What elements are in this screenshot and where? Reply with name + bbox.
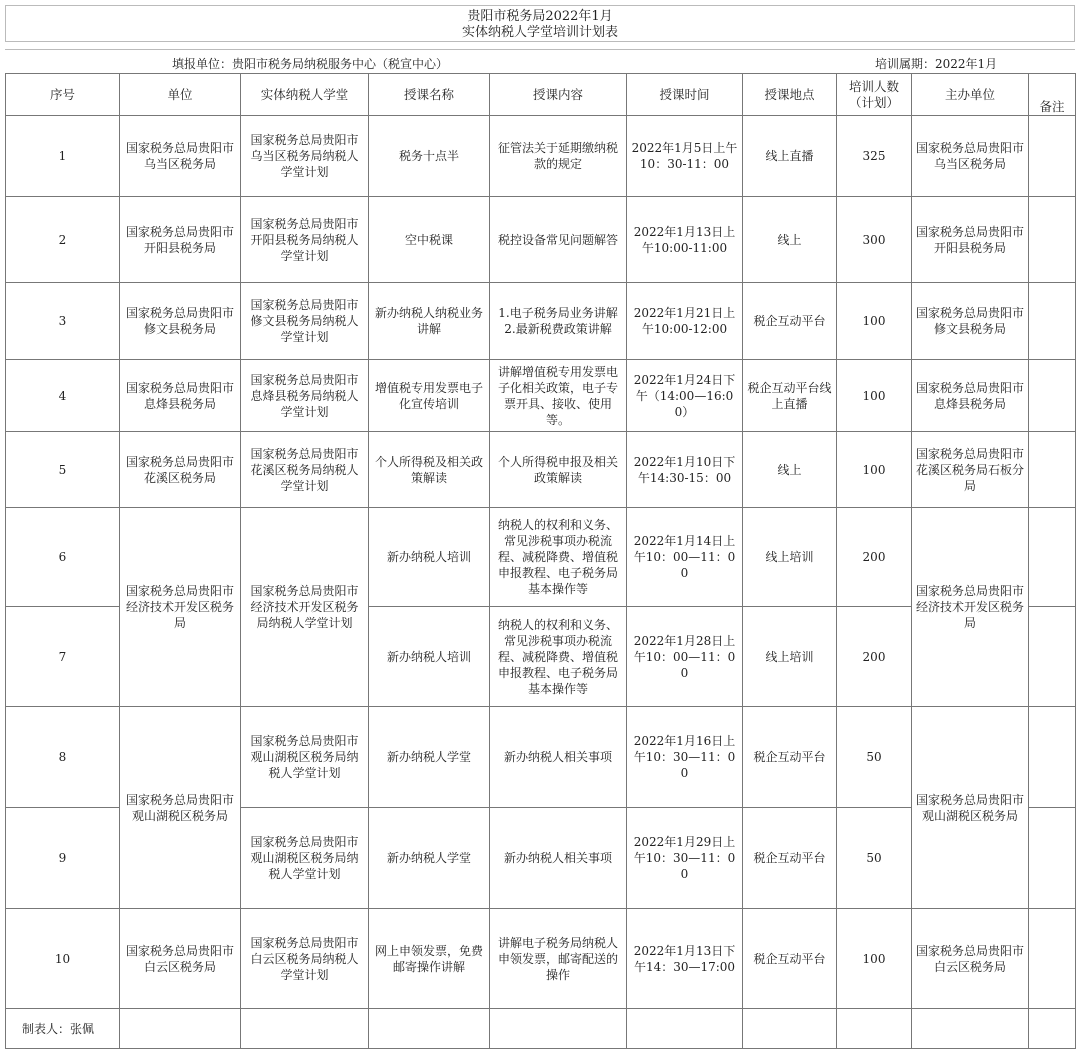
unit-cell: 国家税务总局贵阳市息烽县税务局 xyxy=(120,360,241,432)
row-number: 4 xyxy=(6,360,120,432)
content-cell: 讲解电子税务局纳税人申领发票，邮寄配送的操作 xyxy=(490,909,627,1009)
note-cell xyxy=(1029,909,1076,1009)
content-cell: 纳税人的权利和义务、常见涉税事项办税流程、减税降费、增值税申报教程、电子税务局基本操作等 xyxy=(490,508,627,607)
col-header: 授课内容 xyxy=(490,74,627,116)
course-cell: 新办纳税人纳税业务讲解 xyxy=(369,283,490,360)
place-cell: 线上 xyxy=(743,432,837,508)
content-cell: 纳税人的权利和义务、常见涉税事项办税流程、减税降费、增值税申报教程、电子税务局基本操作等 xyxy=(490,607,627,707)
count-cell: 100 xyxy=(837,283,912,360)
row-number: 10 xyxy=(6,909,120,1009)
host-cell: 国家税务总局贵阳市白云区税务局 xyxy=(912,909,1029,1009)
place-cell: 线上直播 xyxy=(743,116,837,197)
training-plan-table xyxy=(5,73,1076,1049)
unit-cell: 国家税务总局贵阳市开阳县税务局 xyxy=(120,197,241,283)
count-cell: 100 xyxy=(837,909,912,1009)
host-cell: 国家税务总局贵阳市观山湖税区税务局 xyxy=(912,707,1029,909)
unit-cell: 国家税务总局贵阳市观山湖税区税务局 xyxy=(120,707,241,909)
note-cell xyxy=(1029,283,1076,360)
empty-cell xyxy=(369,1009,490,1049)
time-cell: 2022年1月29日上午10：30—11：00 xyxy=(627,808,743,909)
sheet-title: 贵阳市税务局2022年1月 xyxy=(467,9,613,24)
unit-cell: 国家税务总局贵阳市经济技术开发区税务局 xyxy=(120,508,241,707)
host-cell: 国家税务总局贵阳市息烽县税务局 xyxy=(912,360,1029,432)
col-header: 主办单位 xyxy=(912,74,1029,116)
time-cell: 2022年1月13日下午14：30—17:00 xyxy=(627,909,743,1009)
count-cell: 200 xyxy=(837,607,912,707)
school-cell: 国家税务总局贵阳市花溪区税务局纳税人学堂计划 xyxy=(241,432,369,508)
host-cell: 国家税务总局贵阳市经济技术开发区税务局 xyxy=(912,508,1029,707)
note-cell xyxy=(1029,607,1076,707)
unit-cell: 国家税务总局贵阳市乌当区税务局 xyxy=(120,116,241,197)
col-header: 授课名称 xyxy=(369,74,490,116)
time-cell: 2022年1月10日下午14:30-15：00 xyxy=(627,432,743,508)
report-period: 培训属期：2022年1月 xyxy=(875,57,998,71)
empty-cell xyxy=(120,1009,241,1049)
time-cell: 2022年1月24日下午（14:00—16:00） xyxy=(627,360,743,432)
empty-cell xyxy=(241,1009,369,1049)
place-cell: 税企互动平台 xyxy=(743,283,837,360)
col-header: 序号 xyxy=(6,74,120,116)
table-row xyxy=(6,283,1076,360)
col-header: 实体纳税人学堂 xyxy=(241,74,369,116)
table-row xyxy=(6,508,1076,607)
course-cell: 新办纳税人培训 xyxy=(369,508,490,607)
table-row xyxy=(6,116,1076,197)
table-row xyxy=(6,909,1076,1009)
course-cell: 税务十点半 xyxy=(369,116,490,197)
note-cell xyxy=(1029,116,1076,197)
row-number: 5 xyxy=(6,432,120,508)
empty-cell xyxy=(490,1009,627,1049)
place-cell: 线上培训 xyxy=(743,607,837,707)
school-cell: 国家税务总局贵阳市观山湖税区税务局纳税人学堂计划 xyxy=(241,707,369,808)
school-cell: 国家税务总局贵阳市观山湖税区税务局纳税人学堂计划 xyxy=(241,808,369,909)
host-cell: 国家税务总局贵阳市开阳县税务局 xyxy=(912,197,1029,283)
empty-cell xyxy=(837,1009,912,1049)
row-number: 1 xyxy=(6,116,120,197)
time-cell: 2022年1月28日上午10：00—11：00 xyxy=(627,607,743,707)
school-cell: 国家税务总局贵阳市乌当区税务局纳税人学堂计划 xyxy=(241,116,369,197)
content-cell: 个人所得税申报及相关政策解读 xyxy=(490,432,627,508)
course-cell: 个人所得税及相关政策解读 xyxy=(369,432,490,508)
count-cell: 100 xyxy=(837,360,912,432)
maker-label: 制表人：张佩 xyxy=(6,1009,120,1049)
place-cell: 税企互动平台 xyxy=(743,808,837,909)
time-cell: 2022年1月13日上午10:00-11:00 xyxy=(627,197,743,283)
course-cell: 网上申领发票，免费邮寄操作讲解 xyxy=(369,909,490,1009)
header-row xyxy=(6,74,1076,116)
place-cell: 税企互动平台线上直播 xyxy=(743,360,837,432)
time-cell: 2022年1月14日上午10：00—11：00 xyxy=(627,508,743,607)
count-cell: 50 xyxy=(837,707,912,808)
time-cell: 2022年1月16日上午10：30—11：00 xyxy=(627,707,743,808)
empty-cell xyxy=(912,1009,1029,1049)
content-cell: 1.电子税务局业务讲解 2.最新税费政策讲解 xyxy=(490,283,627,360)
note-cell xyxy=(1029,432,1076,508)
col-header: 培训人数（计划） xyxy=(837,74,912,116)
col-header: 单位 xyxy=(120,74,241,116)
note-cell xyxy=(1029,360,1076,432)
place-cell: 线上 xyxy=(743,197,837,283)
table-row xyxy=(6,197,1076,283)
row-number: 9 xyxy=(6,808,120,909)
sheet-subtitle: 实体纳税人学堂培训计划表 xyxy=(461,25,618,40)
empty-cell xyxy=(743,1009,837,1049)
unit-cell: 国家税务总局贵阳市白云区税务局 xyxy=(120,909,241,1009)
course-cell: 新办纳税人培训 xyxy=(369,607,490,707)
title-band xyxy=(5,5,1075,42)
note-cell xyxy=(1029,508,1076,607)
divider xyxy=(5,49,1075,50)
content-cell: 讲解增值税专用发票电子化相关政策，电子专票开具、接收、使用等。 xyxy=(490,360,627,432)
course-cell: 空中税课 xyxy=(369,197,490,283)
content-cell: 税控设备常见问题解答 xyxy=(490,197,627,283)
note-cell xyxy=(1029,197,1076,283)
col-header: 授课地点 xyxy=(743,74,837,116)
col-header: 备注 xyxy=(1029,74,1076,116)
count-cell: 100 xyxy=(837,432,912,508)
school-cell: 国家税务总局贵阳市修文县税务局纳税人学堂计划 xyxy=(241,283,369,360)
host-cell: 国家税务总局贵阳市修文县税务局 xyxy=(912,283,1029,360)
course-cell: 增值税专用发票电子化宣传培训 xyxy=(369,360,490,432)
unit-cell: 国家税务总局贵阳市修文县税务局 xyxy=(120,283,241,360)
time-cell: 2022年1月5日上午10：30-11：00 xyxy=(627,116,743,197)
row-number: 2 xyxy=(6,197,120,283)
note-cell xyxy=(1029,707,1076,808)
count-cell: 200 xyxy=(837,508,912,607)
empty-cell xyxy=(1029,1009,1076,1049)
content-cell: 新办纳税人相关事项 xyxy=(490,707,627,808)
row-number: 7 xyxy=(6,607,120,707)
row-number: 6 xyxy=(6,508,120,607)
school-cell: 国家税务总局贵阳市经济技术开发区税务局纳税人学堂计划 xyxy=(241,508,369,707)
school-cell: 国家税务总局贵阳市开阳县税务局纳税人学堂计划 xyxy=(241,197,369,283)
place-cell: 线上培训 xyxy=(743,508,837,607)
col-header: 授课时间 xyxy=(627,74,743,116)
empty-cell xyxy=(627,1009,743,1049)
row-number: 8 xyxy=(6,707,120,808)
row-number: 3 xyxy=(6,283,120,360)
school-cell: 国家税务总局贵阳市息烽县税务局纳税人学堂计划 xyxy=(241,360,369,432)
count-cell: 325 xyxy=(837,116,912,197)
course-cell: 新办纳税人学堂 xyxy=(369,808,490,909)
table-row xyxy=(6,432,1076,508)
place-cell: 税企互动平台 xyxy=(743,909,837,1009)
table-row xyxy=(6,360,1076,432)
count-cell: 50 xyxy=(837,808,912,909)
content-cell: 征管法关于延期缴纳税款的规定 xyxy=(490,116,627,197)
note-cell xyxy=(1029,808,1076,909)
place-cell: 税企互动平台 xyxy=(743,707,837,808)
host-cell: 国家税务总局贵阳市乌当区税务局 xyxy=(912,116,1029,197)
time-cell: 2022年1月21日上午10:00-12:00 xyxy=(627,283,743,360)
school-cell: 国家税务总局贵阳市白云区税务局纳税人学堂计划 xyxy=(241,909,369,1009)
unit-cell: 国家税务总局贵阳市花溪区税务局 xyxy=(120,432,241,508)
course-cell: 新办纳税人学堂 xyxy=(369,707,490,808)
table-row xyxy=(6,707,1076,808)
host-cell: 国家税务总局贵阳市花溪区税务局石板分局 xyxy=(912,432,1029,508)
filler-unit: 填报单位：贵阳市税务局纳税服务中心（税宣中心） xyxy=(172,57,449,71)
footer-row xyxy=(6,1009,1076,1049)
content-cell: 新办纳税人相关事项 xyxy=(490,808,627,909)
count-cell: 300 xyxy=(837,197,912,283)
